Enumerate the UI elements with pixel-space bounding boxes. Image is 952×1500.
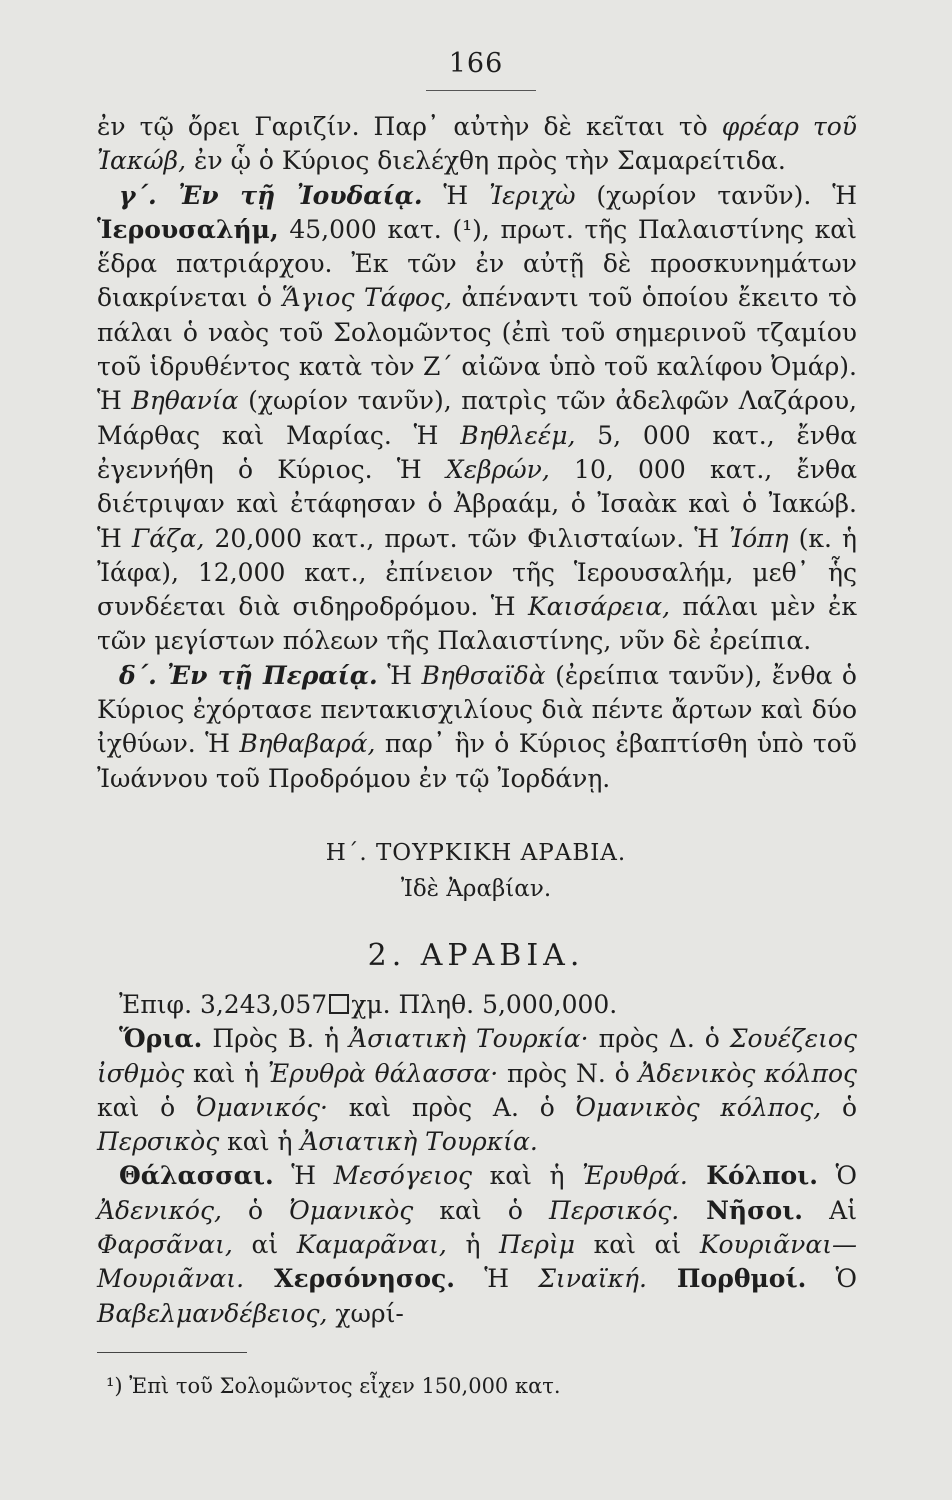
- place-name: Βηθλεέμ,: [460, 420, 576, 450]
- place-name: Χεβρών,: [445, 454, 550, 484]
- place-name: Καισάρεια,: [527, 592, 671, 622]
- section-heading-peraea: δ΄. Ἐν τῇ Περαίᾳ.: [119, 660, 378, 690]
- place-name: Βηθανία: [131, 386, 239, 416]
- see-arabia-note: Ἰδὲ Ἀραβίαν.: [400, 876, 552, 902]
- place-name: Βαβελμανδέβειος,: [97, 1298, 328, 1328]
- text-run: ὁ: [221, 1195, 290, 1225]
- paragraph-seas: [97, 1159, 857, 1330]
- text-run: Πρὸς Β. ἡ: [202, 1024, 350, 1054]
- text-run: (ἐρείπια τανῦν), ἔνθα ὁ Κύριος ἐχόρτασε πεντακισχιλίους διὰ πέντε ἄρτων καὶ δύο ἰχθύων. Ἡ: [97, 660, 857, 759]
- place-name: Φαρσᾶναι,: [97, 1230, 233, 1260]
- place-name: Ἀδενικός,: [97, 1195, 222, 1225]
- place-name: Σουέζειος ἰσθμὸς: [97, 1024, 857, 1088]
- paragraph-peraea: [97, 659, 857, 796]
- arabia-text: [97, 988, 857, 1331]
- text-run: Ὁ: [817, 1161, 857, 1191]
- place-name: Περσικὸς: [97, 1127, 220, 1157]
- text-run: (χωρίον τανῦν), πατρὶς τῶν ἀδελφῶν Λαζάρου, Μάρθας καὶ Μαρίας. Ἡ: [97, 386, 857, 450]
- text-run: Ἡ: [422, 180, 490, 210]
- text-run: ἀπέναντι τοῦ ὁποίου ἔκειτο τὸ πάλαι ὁ ναὸς τοῦ Σολομῶντος (ἐπὶ τοῦ σημερινοῦ τζαμίου τοῦ ἱδρυθέντος κατὰ τὸν Ζ΄ αἰῶνα ὑπὸ τοῦ καλίφου Ὀμάρ). Ἡ: [97, 283, 857, 416]
- text-run: παρ᾽ ἣν ὁ Κύριος ἐβαπτίσθη ὑπὸ τοῦ Ἰωάννου τοῦ Προδρόμου ἐν τῷ Ἰορδάνῃ.: [97, 729, 857, 793]
- place-name-jerusalem: Ἱερουσαλήμ,: [97, 214, 279, 244]
- text-run: καὶ ἡ: [219, 1127, 301, 1157]
- text-run: ἐν τῷ ὄρει Γαριζίν. Παρ᾽ αὐτὴν δὲ κεῖται τὸ: [97, 112, 722, 141]
- place-name: Ὀμανικὸς: [289, 1195, 414, 1225]
- text-run: (χωρίον τανῦν). Ἡ: [575, 180, 857, 210]
- paragraph-borders: [97, 1022, 857, 1159]
- footnote: ¹) Ἐπὶ τοῦ Σολομῶντος εἶχεν 150,000 κατ.: [106, 1374, 561, 1398]
- footnote-rule: [97, 1352, 247, 1353]
- place-name: Περὶμ: [499, 1230, 576, 1260]
- straits-heading: Πορθμοί.: [646, 1264, 807, 1294]
- heading-turkish-arabia: Η΄. ΤΟΥΡΚΙΚΗ ΑΡΑΒΙΑ.: [325, 840, 627, 866]
- place-name: Γάζα,: [131, 523, 205, 553]
- text-run: Ἡ: [377, 660, 422, 690]
- text-run: καὶ ὁ: [97, 1092, 196, 1122]
- place-name: Ἰόπη: [729, 523, 789, 553]
- population-value: χμ. Πληθ. 5,000,000.: [351, 990, 618, 1019]
- borders-heading: Ὅρια.: [119, 1024, 203, 1054]
- text-run: ἐν ᾧ ὁ Κύριος διελέχθη πρὸς τὴν Σαμαρείτιδα.: [186, 146, 786, 176]
- text-run: Αἱ: [803, 1195, 857, 1225]
- main-text: [97, 110, 857, 796]
- paragraph-samaria: [97, 110, 857, 179]
- place-name: Κουριᾶναι—Μουριᾶναι.: [97, 1230, 858, 1294]
- text-run: αἱ: [232, 1230, 297, 1260]
- page-number-rule: [426, 90, 536, 91]
- place-name: Καμαρᾶναι,: [296, 1230, 447, 1260]
- place-name: Βηθσαϊδὰ: [421, 660, 546, 690]
- text-run: καὶ ἡ: [472, 1161, 583, 1191]
- seas-heading: Θάλασσαι.: [119, 1161, 274, 1191]
- place-name: Μεσόγειος: [333, 1161, 473, 1191]
- place-name: Ἀδενικὸς κόλπος: [638, 1058, 857, 1088]
- text-run: 10, 000 κατ., ἔνθα διέτριψαν καὶ ἐτάφησαν ὁ Ἀβραάμ, ὁ Ἰσαὰκ καὶ ὁ Ἰακώβ. Ἡ: [97, 454, 857, 553]
- place-name: Ἀσιατικὴ Τουρκία·: [349, 1024, 589, 1054]
- place-name: Ἐρυθρὰ θάλασσα·: [267, 1058, 499, 1088]
- text-run: χωρί-: [327, 1298, 404, 1328]
- gulfs-heading: Κόλποι.: [687, 1161, 818, 1191]
- text-run: καὶ πρὸς Α. ὁ: [328, 1092, 576, 1122]
- text-run: πάλαι μὲν ἐκ τῶν μεγίστων πόλεων τῆς Παλαιστίνης, νῦν δὲ ἐρείπια.: [97, 592, 857, 656]
- place-name: Ὀμανικὸς κόλπος,: [575, 1092, 822, 1122]
- place-name: Ὀμανικός·: [195, 1092, 328, 1122]
- text-run: καὶ ὁ: [413, 1195, 550, 1225]
- page-number: 166: [448, 48, 504, 79]
- text-run: Ἡ: [454, 1264, 539, 1294]
- text-run: 5, 000 κατ., ἔνθα ἐγεννήθη ὁ Κύριος. Ἡ: [97, 420, 857, 484]
- text-run: Ὁ: [806, 1264, 858, 1294]
- place-name: Ἐρυθρά.: [582, 1161, 688, 1191]
- place-name: Σιναϊκή.: [538, 1264, 647, 1294]
- text-run: καὶ ἡ: [184, 1058, 268, 1088]
- text-run: Ἡ: [273, 1161, 334, 1191]
- text-run: (κ. ἡ Ἰάφα), 12,000 κατ., ἐπίνειον τῆς Ἱερουσαλήμ, μεθ᾽ ἧς συνδέεται διὰ σιδηροδρόμου. Ἡ: [97, 523, 857, 622]
- paragraph-judea: [97, 179, 857, 659]
- square-symbol-icon: [329, 994, 349, 1014]
- place-name: Ἅγιος Τάφος,: [281, 283, 453, 313]
- arabia-stats: [97, 988, 857, 1022]
- place-name: Βηθαβαρά,: [239, 729, 376, 759]
- place-name: Περσικός.: [549, 1195, 680, 1225]
- text-run: 45,000 κατ. (¹), πρωτ. τῆς Παλαιστίνης καὶ ἕδρα πατριάρχου. Ἐκ τῶν ἐν αὐτῇ δὲ προσκυνημάτων διακρίνεται ὁ: [97, 214, 857, 313]
- islands-heading: Νῆσοι.: [679, 1195, 804, 1225]
- section-heading-judea: γ΄. Ἐν τῇ Ἰουδαίᾳ.: [119, 180, 423, 210]
- area-value: Ἐπιφ. 3,243,057: [119, 990, 328, 1019]
- text-run: πρὸς Δ. ὁ: [588, 1024, 730, 1054]
- heading-arabia: 2. ΑΡΑΒΙΑ.: [367, 938, 585, 973]
- text-run: ἡ: [446, 1230, 500, 1260]
- place-name: φρέαρ τοῦ Ἰακώβ,: [97, 112, 857, 176]
- text-run: 20,000 κατ., πρωτ. τῶν Φιλισταίων. Ἡ: [204, 523, 730, 553]
- peninsula-heading: Χερσόνησος.: [244, 1264, 455, 1294]
- place-name: Ἰεριχὼ: [489, 180, 576, 210]
- text-run: καὶ αἱ: [575, 1230, 700, 1260]
- place-name: Ἀσιατικὴ Τουρκία.: [300, 1127, 538, 1157]
- text-run: ὁ: [821, 1092, 857, 1122]
- text-run: πρὸς Ν. ὁ: [498, 1058, 639, 1088]
